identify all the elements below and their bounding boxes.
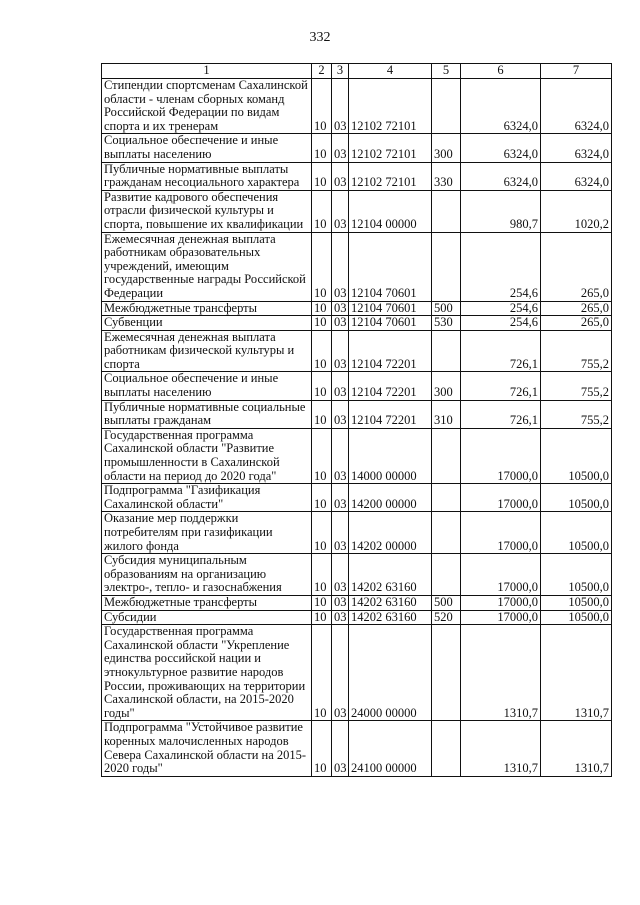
amount-col-7: 1310,7 [541, 625, 612, 721]
amount-col-7: 1020,2 [541, 190, 612, 232]
table-row [102, 610, 612, 625]
section-code: 10 [312, 595, 332, 610]
subsection-code: 03 [332, 721, 349, 776]
target-article-code: 12102 72101 [349, 134, 432, 162]
amount-col-6: 17000,0 [461, 428, 541, 483]
amount-col-7: 10500,0 [541, 512, 612, 554]
table-row [102, 625, 612, 721]
amount-col-6: 726,1 [461, 330, 541, 372]
expense-type-code: 500 [432, 301, 461, 316]
target-article-code: 14202 00000 [349, 512, 432, 554]
table-row [102, 79, 612, 134]
row-name: Публичные нормативные социальные выплаты гражданам [102, 400, 312, 428]
table-row [102, 595, 612, 610]
section-code: 10 [312, 134, 332, 162]
table-row [102, 190, 612, 232]
row-name: Ежемесячная денежная выплата работникам образовательных учреждений, имеющим государственные награды Российской Федерации [102, 232, 312, 301]
expense-type-code: 520 [432, 610, 461, 625]
amount-col-6: 254,6 [461, 301, 541, 316]
amount-col-7: 1310,7 [541, 721, 612, 776]
row-name: Социальное обеспечение и иные выплаты населению [102, 372, 312, 400]
target-article-code: 14000 00000 [349, 428, 432, 483]
expense-type-code [432, 625, 461, 721]
table-row [102, 428, 612, 483]
target-article-code: 14202 63160 [349, 554, 432, 596]
expense-type-code [432, 554, 461, 596]
amount-col-7: 10500,0 [541, 428, 612, 483]
amount-col-6: 1310,7 [461, 721, 541, 776]
subsection-code: 03 [332, 372, 349, 400]
subsection-code: 03 [332, 554, 349, 596]
section-code: 10 [312, 79, 332, 134]
amount-col-7: 10500,0 [541, 595, 612, 610]
amount-col-7: 755,2 [541, 330, 612, 372]
subsection-code: 03 [332, 301, 349, 316]
header-row [102, 64, 612, 79]
expense-type-code [432, 190, 461, 232]
amount-col-6: 254,6 [461, 232, 541, 301]
expense-type-code [432, 330, 461, 372]
amount-col-7: 6324,0 [541, 162, 612, 190]
table-row [102, 554, 612, 596]
table-row [102, 134, 612, 162]
amount-col-7: 6324,0 [541, 79, 612, 134]
subsection-code: 03 [332, 400, 349, 428]
section-code: 10 [312, 162, 332, 190]
target-article-code: 14202 63160 [349, 595, 432, 610]
subsection-code: 03 [332, 428, 349, 483]
subsection-code: 03 [332, 512, 349, 554]
target-article-code: 24000 00000 [349, 625, 432, 721]
section-code: 10 [312, 301, 332, 316]
row-name: Подпрограмма "Газификация Сахалинской области" [102, 484, 312, 512]
target-article-code: 12104 72201 [349, 372, 432, 400]
amount-col-7: 10500,0 [541, 554, 612, 596]
target-article-code: 12104 70601 [349, 301, 432, 316]
amount-col-7: 265,0 [541, 301, 612, 316]
row-name: Субсидия муниципальным образованиям на организацию электро-, тепло- и газоснабжения [102, 554, 312, 596]
amount-col-7: 755,2 [541, 372, 612, 400]
section-code: 10 [312, 484, 332, 512]
target-article-code: 24100 00000 [349, 721, 432, 776]
target-article-code: 12104 72201 [349, 400, 432, 428]
expense-type-code [432, 484, 461, 512]
amount-col-6: 726,1 [461, 400, 541, 428]
row-name: Государственная программа Сахалинской области "Развитие промышленности в Сахалинской области на период до 2020 года" [102, 428, 312, 483]
section-code: 10 [312, 610, 332, 625]
row-name: Подпрограмма "Устойчивое развитие коренных малочисленных народов Севера Сахалинской области на 2015-2020 годы" [102, 721, 312, 776]
amount-col-7: 265,0 [541, 316, 612, 331]
table-row [102, 162, 612, 190]
amount-col-6: 6324,0 [461, 134, 541, 162]
row-name: Социальное обеспечение и иные выплаты населению [102, 134, 312, 162]
expense-type-code: 330 [432, 162, 461, 190]
table-row [102, 484, 612, 512]
row-name: Публичные нормативные выплаты гражданам несоциального характера [102, 162, 312, 190]
table-row [102, 232, 612, 301]
amount-col-6: 6324,0 [461, 162, 541, 190]
table-row [102, 400, 612, 428]
amount-col-7: 755,2 [541, 400, 612, 428]
expense-type-code [432, 512, 461, 554]
target-article-code: 12104 70601 [349, 232, 432, 301]
expense-type-code [432, 428, 461, 483]
expense-type-code: 530 [432, 316, 461, 331]
table-row [102, 330, 612, 372]
row-name: Межбюджетные трансферты [102, 301, 312, 316]
section-code: 10 [312, 190, 332, 232]
expense-type-code: 310 [432, 400, 461, 428]
column-header: 4 [349, 64, 432, 79]
column-header: 3 [332, 64, 349, 79]
expense-type-code: 500 [432, 595, 461, 610]
subsection-code: 03 [332, 190, 349, 232]
row-name: Стипендии спортсменам Сахалинской области - членам сборных команд Российской Федерации по видам спорта и их тренерам [102, 79, 312, 134]
amount-col-6: 17000,0 [461, 554, 541, 596]
amount-col-6: 6324,0 [461, 79, 541, 134]
subsection-code: 03 [332, 610, 349, 625]
subsection-code: 03 [332, 330, 349, 372]
amount-col-6: 980,7 [461, 190, 541, 232]
subsection-code: 03 [332, 484, 349, 512]
subsection-code: 03 [332, 595, 349, 610]
target-article-code: 12104 72201 [349, 330, 432, 372]
amount-col-7: 6324,0 [541, 134, 612, 162]
section-code: 10 [312, 232, 332, 301]
amount-col-7: 10500,0 [541, 610, 612, 625]
expense-type-code: 300 [432, 372, 461, 400]
section-code: 10 [312, 316, 332, 331]
target-article-code: 12102 72101 [349, 79, 432, 134]
row-name: Развитие кадрового обеспечения отрасли физической культуры и спорта, повышение их квалификации [102, 190, 312, 232]
table-row [102, 512, 612, 554]
row-name: Межбюджетные трансферты [102, 595, 312, 610]
amount-col-6: 17000,0 [461, 512, 541, 554]
subsection-code: 03 [332, 79, 349, 134]
subsection-code: 03 [332, 625, 349, 721]
target-article-code: 14200 00000 [349, 484, 432, 512]
row-name: Ежемесячная денежная выплата работникам физической культуры и спорта [102, 330, 312, 372]
expense-type-code: 300 [432, 134, 461, 162]
column-header: 1 [102, 64, 312, 79]
subsection-code: 03 [332, 162, 349, 190]
target-article-code: 12104 00000 [349, 190, 432, 232]
table-row [102, 316, 612, 331]
expense-type-code [432, 79, 461, 134]
amount-col-7: 10500,0 [541, 484, 612, 512]
column-header: 5 [432, 64, 461, 79]
row-name: Субсидии [102, 610, 312, 625]
section-code: 10 [312, 372, 332, 400]
row-name: Государственная программа Сахалинской области "Укрепление единства российской нации и этнокультурное развитие народов России, проживающих на территории Сахалинской области, на 2015-2020 годы" [102, 625, 312, 721]
section-code: 10 [312, 400, 332, 428]
section-code: 10 [312, 554, 332, 596]
amount-col-6: 254,6 [461, 316, 541, 331]
section-code: 10 [312, 721, 332, 776]
amount-col-6: 1310,7 [461, 625, 541, 721]
table-row [102, 372, 612, 400]
section-code: 10 [312, 512, 332, 554]
expense-type-code [432, 721, 461, 776]
target-article-code: 12104 70601 [349, 316, 432, 331]
subsection-code: 03 [332, 316, 349, 331]
target-article-code: 12102 72101 [349, 162, 432, 190]
column-header: 2 [312, 64, 332, 79]
amount-col-6: 17000,0 [461, 595, 541, 610]
table-row [102, 301, 612, 316]
subsection-code: 03 [332, 232, 349, 301]
amount-col-7: 265,0 [541, 232, 612, 301]
column-header: 6 [461, 64, 541, 79]
expense-type-code [432, 232, 461, 301]
row-name: Оказание мер поддержки потребителям при газификации жилого фонда [102, 512, 312, 554]
table-row [102, 721, 612, 776]
budget-table [101, 63, 612, 777]
section-code: 10 [312, 625, 332, 721]
target-article-code: 14202 63160 [349, 610, 432, 625]
amount-col-6: 17000,0 [461, 610, 541, 625]
section-code: 10 [312, 428, 332, 483]
amount-col-6: 726,1 [461, 372, 541, 400]
subsection-code: 03 [332, 134, 349, 162]
page-number: 332 [309, 30, 331, 45]
row-name: Субвенции [102, 316, 312, 331]
amount-col-6: 17000,0 [461, 484, 541, 512]
column-header: 7 [541, 64, 612, 79]
section-code: 10 [312, 330, 332, 372]
